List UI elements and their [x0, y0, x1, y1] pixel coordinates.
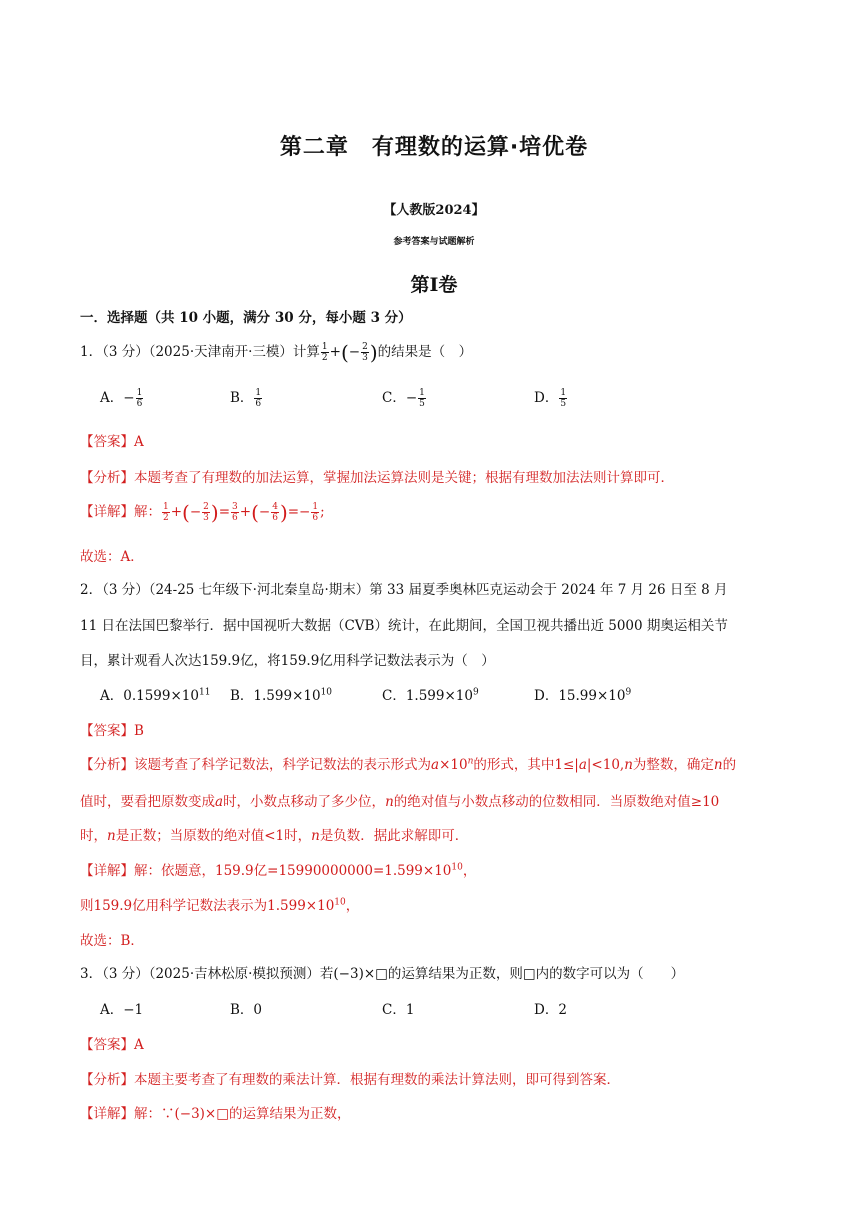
- q1-analysis: 【分析】本题考查了有理数的加法运算，掌握加法运算法则是关键；根据有理数加法法则计算即可．: [80, 470, 674, 486]
- q2-option-b: B．$1.599\times 10^{10}$: [230, 687, 333, 704]
- q2-conclusion: 故选：B．: [80, 933, 144, 949]
- question-1: 1．（3 分）（2025·天津南开·三模）计算 $\frac{1}{2}$ +(− $\frac{2}{3}$ )的结果是（ ）: [80, 340, 473, 365]
- q1-option-d: D． $\frac{1}{5}$: [534, 388, 567, 409]
- question-3: 3．（3 分）（2025·吉林松原·模拟预测）若(−3)×□的运算结果为正数，则□内的数字可以为（ ）: [80, 966, 685, 982]
- q1-option-a: A．− $\frac{1}{6}$: [100, 388, 143, 409]
- q3-detail: 【详解】解：∵(−3)×□的运算结果为正数，: [80, 1106, 351, 1122]
- q1-conclusion: 故选：A．: [80, 549, 144, 565]
- q2-detail: 【详解】解：依题意，159.9亿$=15990000000=1.599\times 10^{10}$，: [80, 862, 477, 879]
- volume-title: 第Ⅰ卷: [410, 274, 458, 296]
- q2-option-a: A．$0.1599\times 10^{11}$: [100, 687, 211, 704]
- answer-section-title: 参考答案与试题解析: [393, 237, 475, 247]
- q3-option-d: D．2: [534, 1002, 567, 1018]
- q3-option-b: B．0: [230, 1002, 263, 1018]
- q2-option-c: C．$1.599\times 10^9$: [382, 687, 479, 704]
- q2-analysis-line-3: 时，n是正数；当原数的绝对值<1时，n是负数．据此求解即可．: [80, 828, 469, 844]
- q1-option-c: C．− $\frac{1}{5}$: [382, 388, 425, 409]
- q1-option-b: B． $\frac{1}{6}$: [230, 388, 262, 409]
- fraction: $\frac{2}{3}$: [362, 342, 368, 363]
- q1-detail: 【详解】解： $\frac{1}{2}$ +(− $\frac{2}{3}$ )= $\frac{3}{6}$ +(− $\frac{4}{6}$ )=− $\frac{1}{6}$ ;: [80, 500, 325, 525]
- q3-answer: 【答案】A: [80, 1037, 144, 1053]
- q2-option-d: D．$15.99\times 10^9$: [534, 687, 632, 704]
- q3-analysis: 【分析】本题主要考查了有理数的乘法计算．根据有理数的乘法计算法则，即可得到答案．: [80, 1072, 620, 1088]
- q2-answer: 【答案】B: [80, 723, 144, 739]
- question-1-text: 1．（3 分）（2025·天津南开·三模）计算: [80, 344, 320, 360]
- question-2-line-1: 2．（3 分）（24-25 七年级下·河北秦皇岛·期末）第 33 届夏季奥林匹克运动会于 2024 年 7 月 26 日至 8 月: [80, 582, 728, 598]
- question-2-line-3: 目，累计观看人次达159.9亿，将159.9亿用科学记数法表示为（ ）: [80, 653, 495, 669]
- question-1-tail: 的结果是（ ）: [377, 344, 473, 360]
- edition-label: 【人教版2024】: [383, 203, 485, 218]
- q2-detail-2: 则159.9亿用科学记数法表示为$1.599\times 10^{10}$，: [80, 897, 360, 914]
- q3-option-a: A．−1: [100, 1002, 144, 1018]
- page-title: 第二章 有理数的运算·培优卷: [279, 135, 589, 160]
- q3-option-c: C．1: [382, 1002, 415, 1018]
- fraction: $\frac{1}{2}$: [321, 342, 328, 363]
- q2-analysis-line-1: 【分析】该题考查了科学记数法，科学记数法的表示形式为$a\times 10^n$的形式，其中1≤|a|<10,n为整数，确定n的: [80, 756, 737, 773]
- section-heading: 一．选择题（共 10 小题，满分 30 分，每小题 3 分）: [80, 310, 412, 326]
- question-2-line-2: 11 日在法国巴黎举行．据中国视听大数据（CVB）统计，在此期间，全国卫视共播出近 5000 期奥运相关节: [80, 618, 728, 634]
- q2-analysis-line-2: 值时，要看把原数变成a时，小数点移动了多少位，n的绝对值与小数点移动的位数相同．当原数绝对值≥10: [80, 794, 720, 810]
- q1-answer: 【答案】A: [80, 434, 144, 450]
